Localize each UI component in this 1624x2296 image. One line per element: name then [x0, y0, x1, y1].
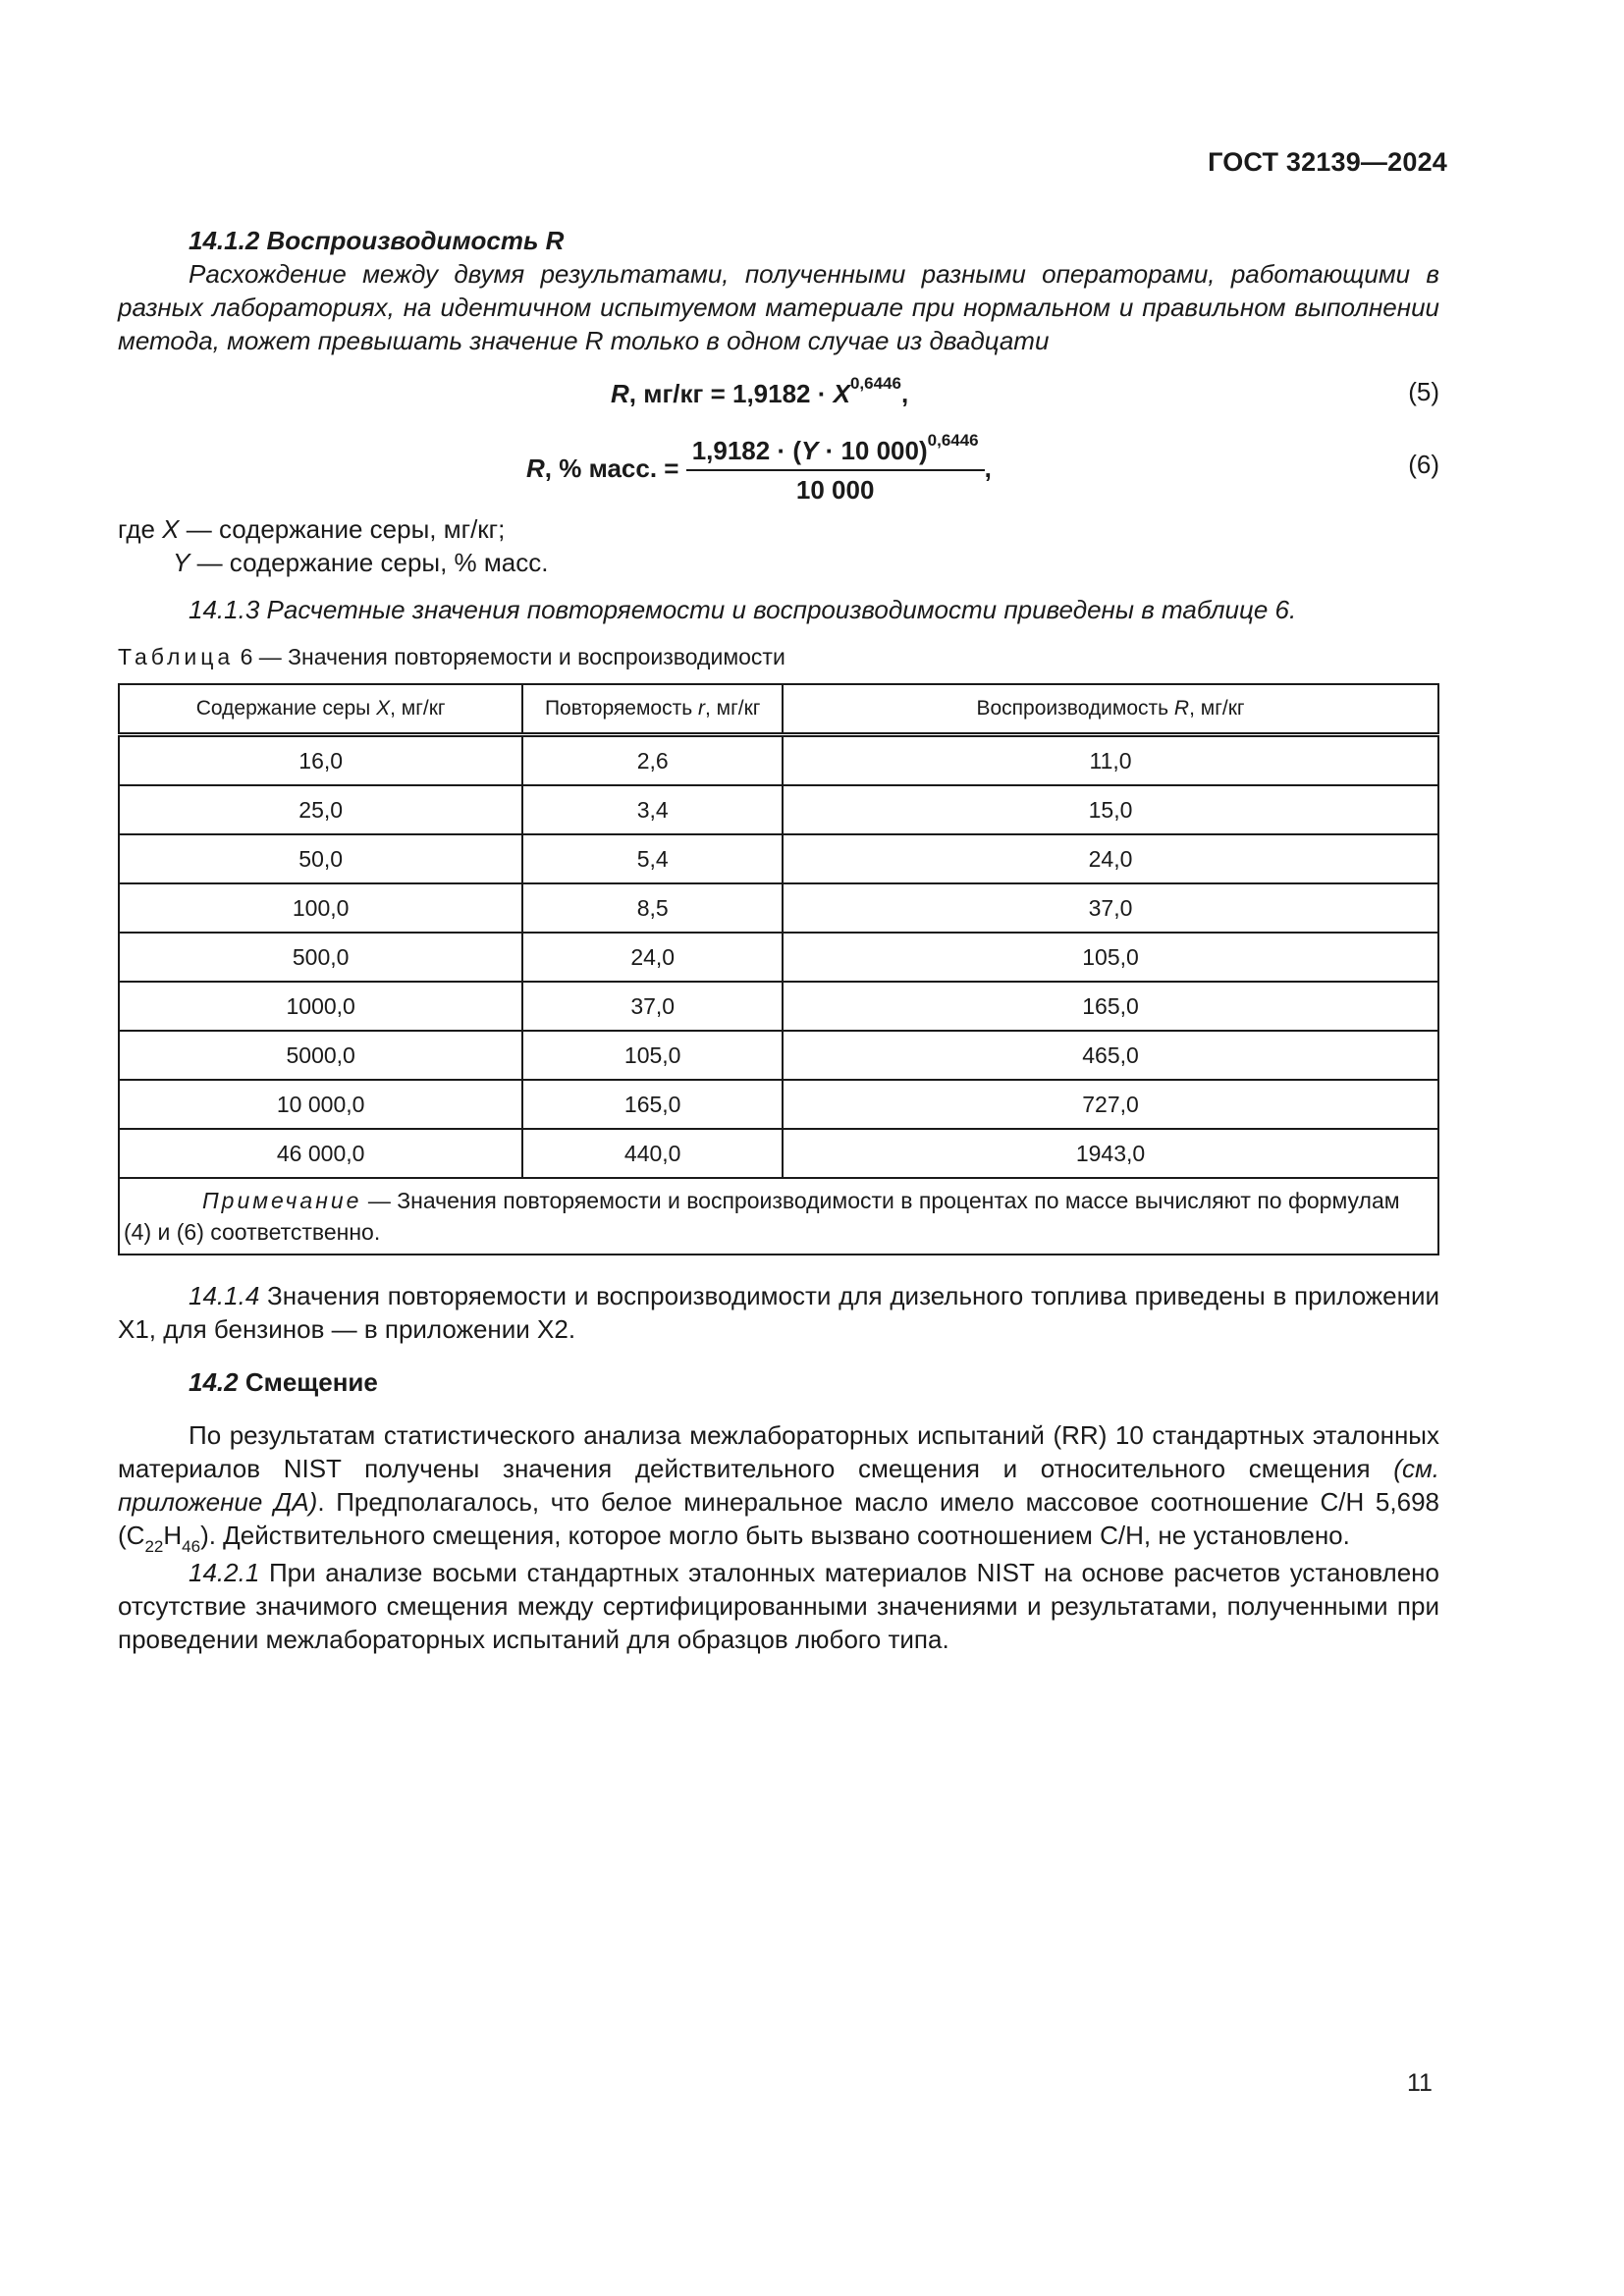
table-note: Примечание — Значения повторяемости и воспроизводимости в процентах по массе вычисляют по формулам (4) и (6) соответственно.	[119, 1178, 1438, 1255]
formula-6	[118, 430, 1439, 512]
table-row	[119, 1129, 1438, 1178]
cell-sulfur: 5000,0	[119, 1031, 522, 1080]
cell-sulfur: 1000,0	[119, 982, 522, 1031]
table-row	[119, 834, 1438, 883]
cell-repeatability: 3,4	[522, 785, 783, 834]
paragraph-14-1-4: 14.1.4 Значения повторяемости и воспроизводимости для дизельного топлива приведены в приложении Х1, для бензинов — в приложении Х2.	[118, 1281, 1439, 1344]
document-standard-id: ГОСТ 32139—2024	[1208, 147, 1447, 177]
table-row	[119, 735, 1438, 786]
page-content	[118, 224, 1439, 1656]
table-header-row	[119, 684, 1438, 735]
paragraph-14-2-1: 14.2.1 При анализе восьми стандартных эталонных материалов NIST на основе расчетов установлено отсутствие значимого смещения между сертифицированными значениями и результатами, полученными при проведении межлабораторных испытаний для образцов любого типа.	[118, 1558, 1439, 1654]
cell-sulfur: 500,0	[119, 933, 522, 982]
formula-6-lhs-var: R	[526, 453, 545, 483]
formula-5-lhs-var: R	[611, 379, 629, 408]
paragraph-14-2-bias: По результатам статистического анализа межлабораторных испытаний (RR) 10 стандартных эталонных материалов NIST получены значения действительного смещения и относительного смещения (см. приложение ДА). Предполагалось, что белое минеральное масло имело массовое соотношение С/Н 5,698 $(С_{22}Н_{46})$. Действительного смещения, которое могло быть вызвано соотношением С/Н, не установлено.	[118, 1420, 1439, 1556]
cell-reproducibility: 24,0	[783, 834, 1438, 883]
paragraph-14-1-3: 14.1.3 Расчетные значения повторяемости и воспроизводимости приведены в таблице 6.	[189, 595, 1297, 624]
cell-sulfur: 50,0	[119, 834, 522, 883]
page-number: 11	[1407, 2069, 1433, 2097]
formula-5	[118, 365, 1439, 424]
cell-reproducibility: 105,0	[783, 933, 1438, 982]
cell-repeatability: 105,0	[522, 1031, 783, 1080]
table-row	[119, 982, 1438, 1031]
formula-5-lhs: , мг/кг = 1,9182 ·	[628, 379, 834, 408]
formula-5-trail: ,	[900, 379, 909, 408]
cell-repeatability: 440,0	[522, 1129, 783, 1178]
equation-number-6: (6)	[1408, 450, 1439, 479]
table-caption: Таблица 6 — Значения повторяемости и воспроизводимости	[118, 644, 785, 669]
cell-reproducibility: 15,0	[783, 785, 1438, 834]
table-row	[119, 785, 1438, 834]
column-header-sulfur-content: Содержание серы X, мг/кг	[119, 684, 522, 735]
cell-sulfur: 25,0	[119, 785, 522, 834]
cell-repeatability: 37,0	[522, 982, 783, 1031]
formula-6-lhs: , % масс. =	[544, 453, 686, 483]
equation-number-5: (5)	[1408, 377, 1439, 406]
cell-reproducibility: 465,0	[783, 1031, 1438, 1080]
formula-6-denominator: 10 000	[795, 475, 875, 505]
paragraph-reproducibility-definition: Расхождение между двумя результатами, полученными разными операторами, работающими в разных лабораториях, на идентичном испытуемом материале при нормальном и правильном выполнении метода, может превышать значение R только в одном случае из двадцати	[118, 259, 1439, 355]
column-header-repeatability: Повторяемость r, мг/кг	[522, 684, 783, 735]
cell-reproducibility: 165,0	[783, 982, 1438, 1031]
cell-repeatability: 24,0	[522, 933, 783, 982]
cell-sulfur: 46 000,0	[119, 1129, 522, 1178]
formula-6-trail: ,	[984, 453, 992, 483]
cell-repeatability: 2,6	[522, 735, 783, 786]
formula-5-base: X	[833, 379, 850, 408]
where-y-definition: Y — содержание серы, % масс.	[173, 548, 549, 577]
table-note-row	[119, 1178, 1438, 1255]
table-repeatability-reproducibility	[118, 683, 1439, 1255]
cell-repeatability: 165,0	[522, 1080, 783, 1129]
cell-sulfur: 10 000,0	[119, 1080, 522, 1129]
table-row	[119, 933, 1438, 982]
where-x-definition: где X — содержание серы, мг/кг;	[118, 514, 506, 544]
table-row	[119, 1080, 1438, 1129]
table-row	[119, 883, 1438, 933]
table-row	[119, 1031, 1438, 1080]
section-heading-14-2: 14.2 Смещение	[189, 1367, 378, 1397]
section-heading-14-1-2: 14.1.2 Воспроизводимость R	[189, 226, 565, 255]
cell-sulfur: 16,0	[119, 735, 522, 786]
cell-reproducibility: 1943,0	[783, 1129, 1438, 1178]
cell-repeatability: 5,4	[522, 834, 783, 883]
cell-reproducibility: 727,0	[783, 1080, 1438, 1129]
cell-sulfur: 100,0	[119, 883, 522, 933]
formula-6-fraction	[686, 431, 985, 507]
formula-5-exponent: 0,6446	[849, 374, 901, 393]
formula-6-numerator: 1,9182 · (Y · 10 000)$^{0,6446}$	[686, 434, 985, 471]
column-header-reproducibility: Воспроизводимость R, мг/кг	[783, 684, 1438, 735]
cell-reproducibility: 37,0	[783, 883, 1438, 933]
cell-reproducibility: 11,0	[783, 735, 1438, 786]
cell-repeatability: 8,5	[522, 883, 783, 933]
